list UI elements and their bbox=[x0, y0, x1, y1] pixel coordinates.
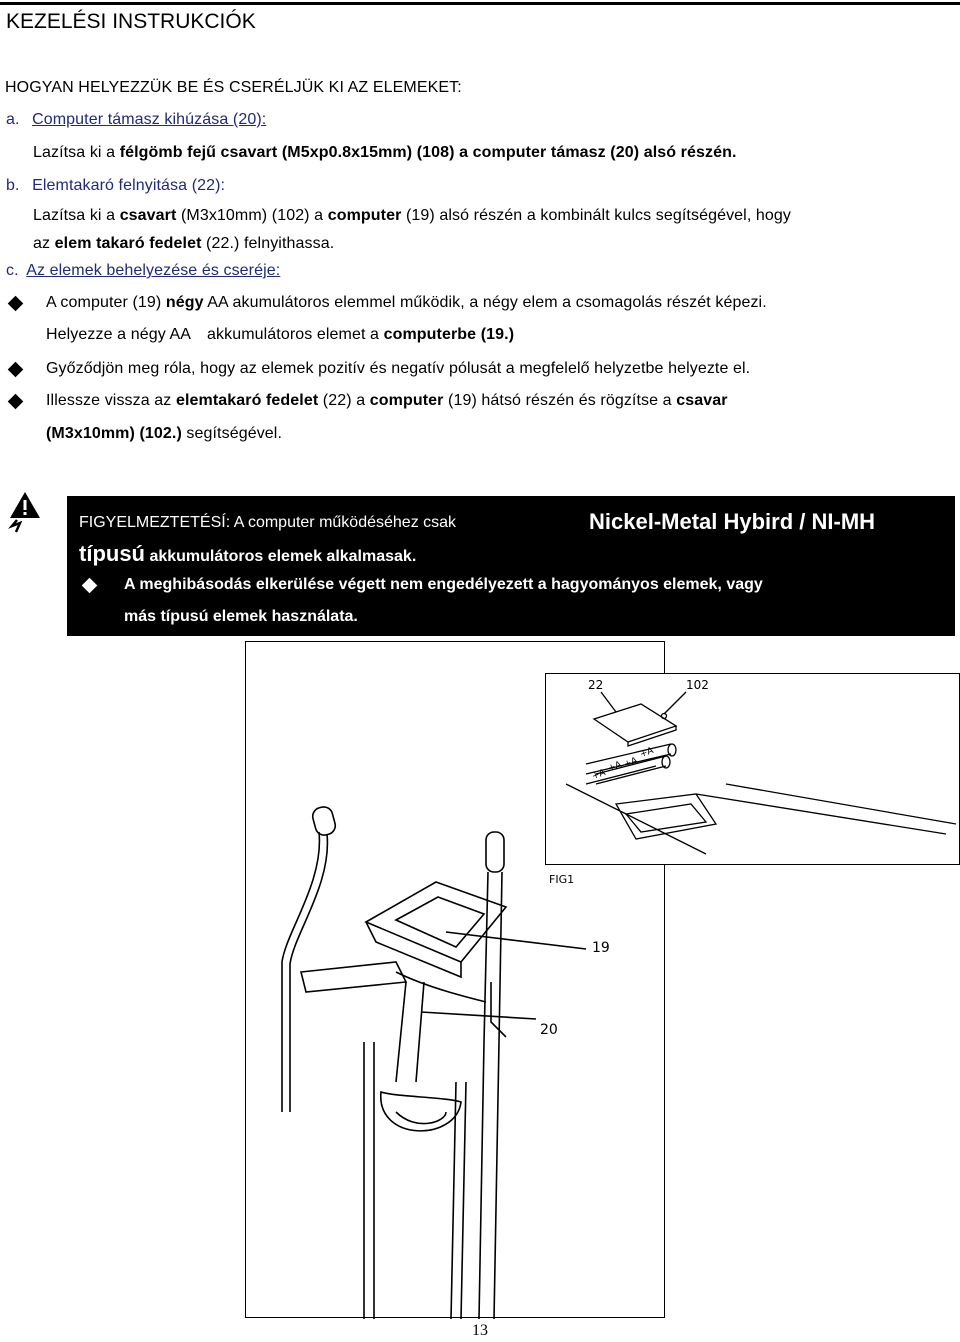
text-run: AA akumulátoros elemmel működik, a négy elem a csomagolás részét képezi. bbox=[203, 294, 767, 311]
fig1-inset bbox=[545, 673, 960, 865]
step-b-line-2 bbox=[33, 235, 334, 253]
diamond-bullet-icon bbox=[8, 296, 24, 312]
step-b-title: Elemtakaró felnyitása (22): bbox=[32, 177, 226, 194]
step-c-bullet-2: Győződjön meg róla, hogy az elemek pozitív és negatív pólusát a megfelelő helyzetbe helyezte el. bbox=[46, 360, 751, 377]
step-c-bullet-3 bbox=[46, 392, 728, 410]
section-heading: HOGYAN HELYEZZÜK BE ÉS CSERÉLJÜK KI AZ ELEMEKET: bbox=[5, 79, 462, 96]
step-a-text bbox=[33, 144, 737, 162]
warning-battery-type: Nickel-Metal Hybird / NI-MH bbox=[589, 509, 876, 534]
bold-run: elem takaró fedelet bbox=[54, 235, 202, 252]
text-run: típusú bbox=[79, 541, 145, 566]
text-run: (M3x10mm) (102) a bbox=[176, 207, 328, 224]
bold-run: elemtakaró fedelet bbox=[175, 392, 319, 409]
text-run: (22) a bbox=[318, 392, 370, 409]
bold-run: computer bbox=[369, 392, 444, 409]
warning-line-4: más típusú elemek használata. bbox=[124, 608, 358, 625]
bold-run: csavart bbox=[119, 207, 177, 224]
step-c-bullet-1 bbox=[46, 294, 767, 312]
text-run: (M5xp0.8x15mm) (108) a computer támasz (20) alsó részén. bbox=[277, 144, 737, 161]
text-run: (22.) felnyithassa. bbox=[201, 235, 335, 252]
text-run: Lazítsa ki a bbox=[33, 144, 120, 161]
battery-mark: +A bbox=[622, 755, 639, 771]
text-run: segítségével. bbox=[181, 425, 283, 442]
text-run: akkumulátoros elemet a bbox=[207, 326, 384, 343]
battery-mark: +A bbox=[590, 767, 607, 783]
warning-line-1 bbox=[79, 514, 456, 532]
step-b-heading bbox=[6, 177, 225, 195]
label-22: 22 bbox=[588, 678, 604, 692]
bold-run: négy bbox=[165, 294, 204, 311]
warning-label: FIGYELMEZTETÉSÍ: bbox=[79, 514, 231, 531]
step-c-letter: c. bbox=[6, 262, 19, 279]
text-run: (19) hátsó részén és rögzítse a bbox=[443, 392, 677, 409]
bold-run: csavar bbox=[676, 392, 728, 409]
warning-line-2 bbox=[79, 541, 416, 567]
bold-run: félgömb fejű csavart bbox=[119, 144, 278, 161]
page-title: KEZELÉSI INSTRUKCIÓK bbox=[6, 10, 256, 33]
text-run: akkumulátoros elemek alkalmasak. bbox=[145, 548, 417, 565]
step-c-title: Az elemek behelyezése és cseréje: bbox=[26, 262, 281, 279]
top-rule bbox=[0, 2, 960, 5]
text-run: A computer működéséhez csak bbox=[230, 514, 457, 531]
warning-box bbox=[67, 496, 955, 636]
label-fig1: FIG1 bbox=[549, 873, 575, 886]
diamond-bullet-icon bbox=[82, 578, 98, 594]
page-number: 13 bbox=[472, 1322, 488, 1339]
text-run: Lazítsa ki a bbox=[33, 207, 120, 224]
text-run: az bbox=[33, 235, 55, 252]
diamond-bullet-icon bbox=[8, 394, 24, 410]
step-b-line-1 bbox=[33, 207, 791, 225]
bold-run: computerbe bbox=[383, 326, 477, 343]
text-run: A computer (19) bbox=[46, 294, 166, 311]
bold-run: (M3x10mm) (102.) bbox=[46, 425, 182, 442]
warning-line-3: A meghibásodás elkerülése végett nem engedélyezett a hagyományos elemek, vagy bbox=[124, 576, 763, 593]
bold-run: (19.) bbox=[476, 326, 515, 343]
step-c-heading bbox=[6, 262, 280, 280]
step-b-letter: b. bbox=[6, 177, 20, 194]
bold-run: computer bbox=[327, 207, 402, 224]
text-run: (19) alsó részén a kombinált kulcs segítségével, hogy bbox=[401, 207, 792, 224]
diamond-bullet-icon bbox=[8, 362, 24, 378]
step-c-bullet-1-line-2 bbox=[46, 326, 514, 344]
label-102: 102 bbox=[686, 678, 709, 692]
step-a-letter: a. bbox=[6, 111, 20, 128]
battery-mark: +A bbox=[638, 745, 655, 761]
step-a-title: Computer támasz kihúzása (20): bbox=[32, 111, 267, 128]
text-run: Illessze vissza az bbox=[46, 392, 176, 409]
battery-mark: +A bbox=[606, 759, 623, 775]
step-c-bullet-3-line-2 bbox=[46, 425, 282, 443]
step-a-heading bbox=[6, 111, 266, 129]
text-run: Helyezze a négy AA bbox=[46, 326, 191, 343]
warning-triangle-icon bbox=[8, 490, 42, 534]
label-19: 19 bbox=[592, 940, 610, 956]
label-20: 20 bbox=[540, 1022, 558, 1038]
